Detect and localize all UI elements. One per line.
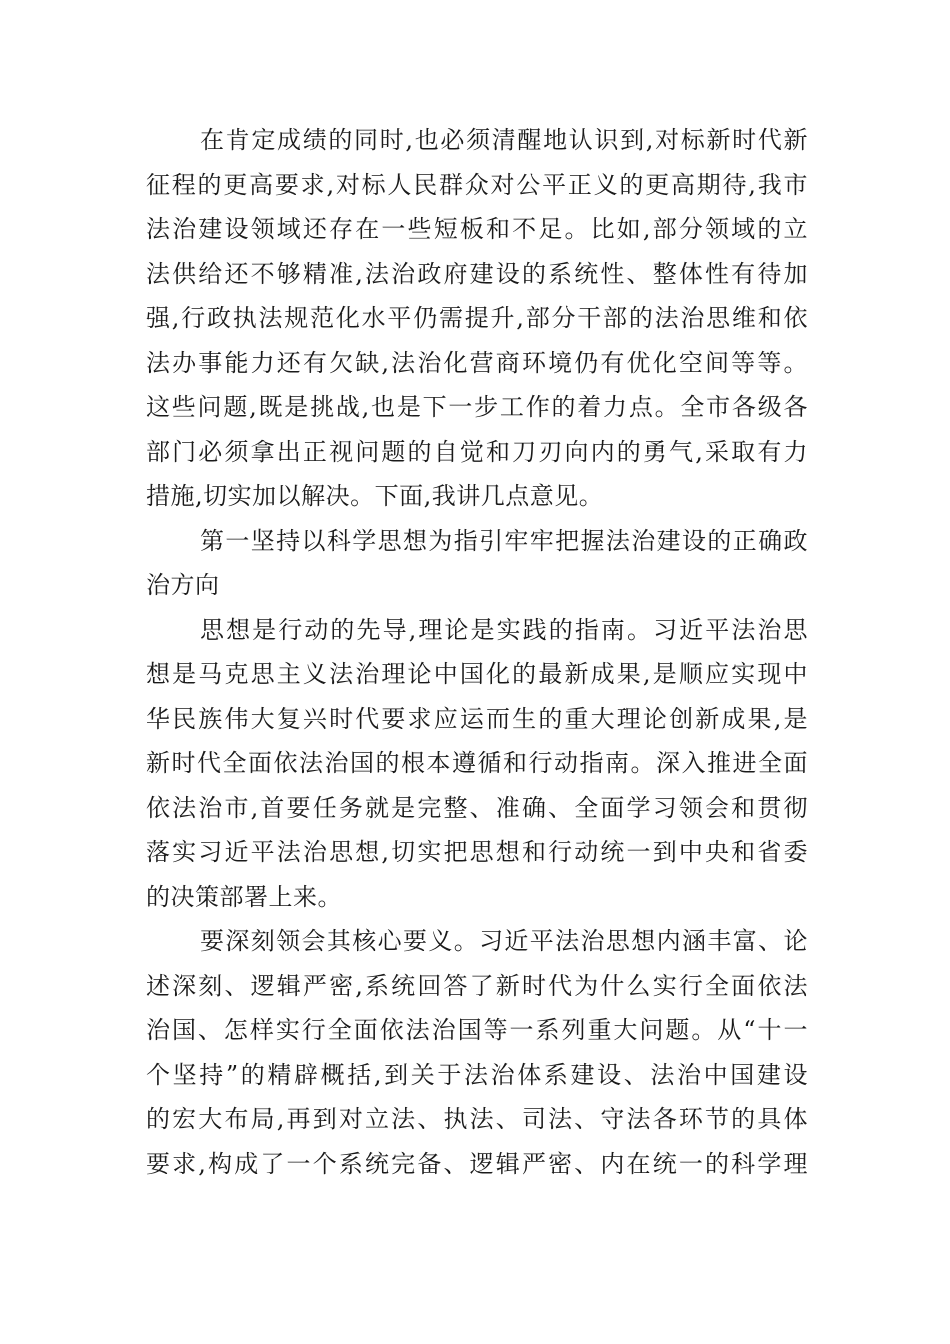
para-achievements-shortcomings (146, 118, 808, 519)
text-line: 要深刻领会其核心要义。习近平法治思想内涵丰富、论 (200, 927, 808, 955)
text-line: 法治建设领域还存在一些短板和不足。比如,部分领域的立 (146, 215, 808, 243)
heading-line: 治方向 (146, 571, 220, 599)
text-line: 法供给还不够精准,法治政府建设的系统性、整体性有待加 (146, 259, 808, 288)
text-line: 思想是行动的先导,理论是实践的指南。习近平法治思 (200, 615, 808, 644)
text-line: 的决策部署上来。 (146, 882, 342, 911)
text-line: 依法治市,首要任务就是完整、准确、全面学习领会和贯彻 (146, 793, 808, 822)
text-line: 的宏大布局,再到对立法、执法、司法、守法各环节的具体 (146, 1105, 808, 1133)
text-line: 强,行政执法规范化水平仍需提升,部分干部的法治思维和依 (146, 304, 808, 332)
text-line: 措施,切实加以解决。下面,我讲几点意见。 (146, 482, 604, 510)
text-line: 这些问题,既是挑战,也是下一步工作的着力点。全市各级各 (146, 393, 808, 421)
para-thought-guidance (146, 608, 808, 920)
text-line: 想是马克思主义法治理论中国化的最新成果,是顺应实现中 (146, 660, 808, 688)
text-line: 法办事能力还有欠缺,法治化营商环境仍有优化空间等等。 (146, 348, 808, 377)
text-line: 在肯定成绩的同时,也必须清醒地认识到,对标新时代新 (200, 126, 808, 154)
text-line: 新时代全面依法治国的根本遵循和行动指南。深入推进全面 (146, 749, 808, 777)
text-line: 部门必须拿出正视问题的自觉和刀刃向内的勇气,采取有力 (146, 437, 808, 466)
text-line: 述深刻、逻辑严密,系统回答了新时代为什么实行全面依法 (146, 971, 808, 1000)
para-core-essence (146, 919, 808, 1186)
text-line: 要求,构成了一个系统完备、逻辑严密、内在统一的科学理 (146, 1149, 808, 1178)
section-heading-first (146, 519, 808, 608)
text-line: 征程的更高要求,对标人民群众对公平正义的更高期待,我市 (146, 170, 808, 199)
text-line: 治国、怎样实行全面依法治国等一系列重大问题。从“十一 (146, 1016, 808, 1044)
text-line: 个坚持”的精辟概括,到关于法治体系建设、法治中国建设 (146, 1060, 808, 1089)
heading-line: 第一坚持以科学思想为指引牢牢把握法治建设的正确政 (200, 526, 808, 555)
document-body (146, 118, 808, 1186)
text-line: 落实习近平法治思想,切实把思想和行动统一到中央和省委 (146, 838, 808, 866)
text-line: 华民族伟大复兴时代要求应运而生的重大理论创新成果,是 (146, 704, 808, 733)
